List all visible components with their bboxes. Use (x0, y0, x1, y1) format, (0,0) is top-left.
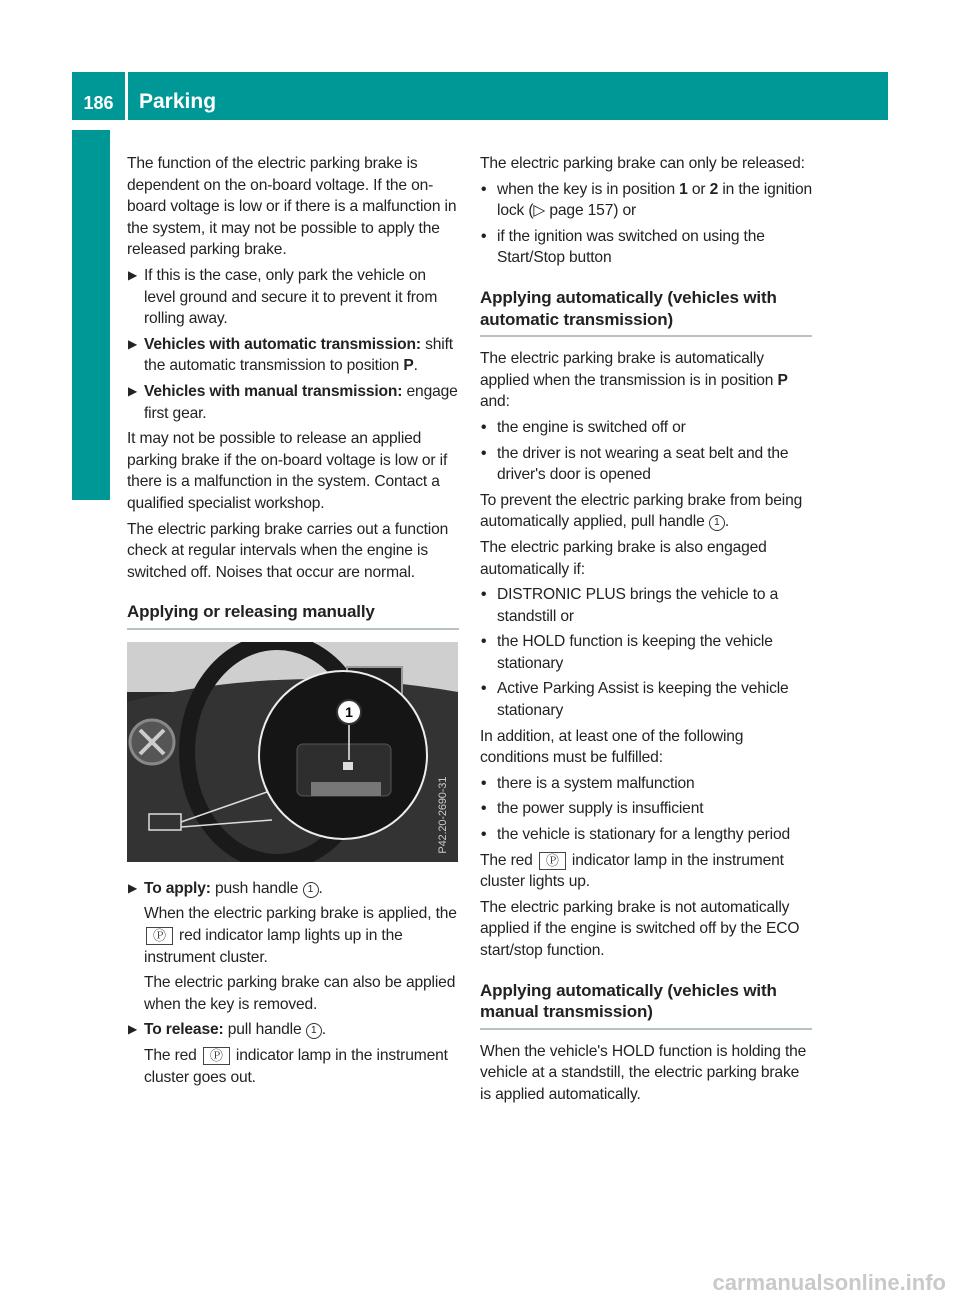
step-arrow-icon: ▶ (128, 336, 138, 351)
section-heading (480, 287, 812, 337)
text: the HOLD function is keeping the vehicle stationary (497, 633, 773, 672)
paragraph (480, 490, 812, 533)
bullet-icon: • (481, 586, 487, 604)
instruction-step (127, 381, 459, 424)
text: indicator lamp in the instrument cluster goes out. (144, 1047, 448, 1086)
paragraph (480, 537, 812, 580)
bold-text: P (403, 357, 414, 375)
figure-code: P42.20-2690-31 (437, 777, 450, 854)
bold-text: P (777, 371, 788, 389)
text: In addition, at least one of the following conditions must be fulfilled: (480, 727, 744, 767)
text: The function of the electric parking brake is dependent on the on-board voltage. If the on-board voltage is low or if there is a malfunction in the system, it may not be possible to apply the released parking brake. (127, 155, 457, 259)
paragraph (127, 153, 459, 261)
text: the driver is not wearing a seat belt and the driver's door is opened (497, 444, 789, 484)
text: The electric parking brake is also engaged automatically if: (480, 538, 767, 578)
bullet-icon: • (481, 444, 487, 462)
step-arrow-icon: ▶ (128, 383, 138, 398)
paragraph (480, 153, 812, 175)
paragraph (480, 850, 812, 893)
text: The electric parking brake is automatically applied when the transmission is in position (480, 350, 778, 389)
text: pull handle (223, 1021, 306, 1039)
figure-callout: 1 (345, 703, 353, 720)
text: DISTRONIC PLUS brings the vehicle to a standstill or (497, 586, 779, 625)
instruction-step (127, 1019, 459, 1041)
bullet-icon: • (481, 227, 487, 245)
text: When the electric parking brake is applied, the (144, 905, 457, 923)
bullet-icon: • (481, 418, 487, 436)
text: The electric parking brake is not automatically applied if the engine is switched off by the ECO start/stop function. (480, 898, 800, 959)
text: in the ignition lock (▷ page 157) or (497, 180, 812, 220)
bold-text: 1 (679, 180, 688, 198)
instruction-step (127, 334, 459, 377)
parking-brake-lamp-icon: Ⓟ (146, 927, 173, 945)
step-note (127, 1045, 459, 1088)
text: . (318, 879, 323, 897)
paragraph (127, 519, 459, 584)
paragraph (480, 726, 812, 769)
bullet-item (480, 226, 812, 269)
bullet-item (480, 773, 812, 795)
bullet-icon: • (481, 633, 487, 651)
text: push handle (210, 879, 303, 897)
text: The electric parking brake can only be released: (480, 155, 805, 172)
text: Applying or releasing manually (127, 602, 375, 622)
dashboard-illustration (127, 642, 458, 862)
page-number: 186 (72, 72, 128, 120)
text: Applying automatically (vehicles with manual transmission) (480, 980, 777, 1022)
text: or (687, 180, 710, 198)
bold-text: To apply: (144, 879, 211, 897)
bullet-item (480, 631, 812, 674)
bold-text: To release: (144, 1021, 224, 1039)
text: and: (480, 393, 510, 411)
text: . (321, 1021, 326, 1039)
text: the vehicle is stationary for a lengthy period (497, 826, 791, 844)
callout-1-icon: 1 (306, 1023, 322, 1039)
step-arrow-icon: ▶ (128, 267, 138, 282)
text: The electric parking brake can also be applied when the key is removed. (144, 974, 456, 1013)
paragraph (480, 348, 812, 413)
step-note (127, 903, 459, 968)
bullet-icon: • (481, 774, 487, 792)
paragraph (480, 897, 812, 962)
bullet-icon: • (481, 826, 487, 844)
section-title: Parking (139, 90, 217, 113)
text: engage first gear. (144, 382, 458, 422)
text: The red (144, 1047, 201, 1065)
text: if the ignition was switched on using the Start/Stop button (497, 227, 765, 267)
text: The red (480, 851, 537, 869)
text: when the key is in position (497, 180, 680, 198)
bold-text: 2 (709, 180, 719, 198)
text: To prevent the electric parking brake from being automatically applied, pull handle (480, 491, 803, 531)
text: If this is the case, only park the vehicle on level ground and secure it to prevent it from rolling away. (144, 266, 438, 328)
bullet-item (480, 417, 812, 439)
text: red indicator lamp lights up in the instrument cluster. (144, 927, 403, 966)
watermark: carmanualsonline.info (712, 1270, 946, 1295)
bullet-item (480, 584, 812, 627)
bullet-item (480, 443, 812, 486)
bullet-icon: • (481, 800, 487, 818)
text: the engine is switched off or (497, 418, 686, 436)
bullet-item (480, 824, 812, 846)
chapter-label: Driving and parking (84, 277, 107, 475)
text: . (413, 357, 418, 375)
text: shift the automatic transmission to position (144, 335, 453, 375)
callout-1-icon: 1 (303, 882, 319, 898)
bullet-icon: • (481, 680, 487, 698)
step-arrow-icon: ▶ (128, 1022, 138, 1037)
instruction-step (127, 265, 459, 330)
section-heading (127, 601, 459, 630)
bullet-item (480, 678, 812, 721)
text: When the vehicle's HOLD function is holding the vehicle at a standstill, the electric parking brake is applied automatically. (480, 1042, 807, 1103)
bullet-item (480, 798, 812, 820)
paragraph (480, 1041, 812, 1106)
left-column (127, 153, 459, 1092)
section-heading (480, 980, 812, 1030)
step-note (127, 972, 459, 1015)
bold-text: Vehicles with automatic transmission: (144, 335, 421, 353)
text: there is a system malfunction (497, 774, 695, 792)
page-header (72, 72, 888, 120)
callout-1-icon: 1 (709, 515, 725, 531)
parking-brake-lamp-icon: Ⓟ (203, 1047, 230, 1065)
bullet-icon: • (481, 180, 487, 198)
text: Active Parking Assist is keeping the vehicle stationary (497, 680, 789, 720)
bullet-item (480, 179, 812, 222)
text: the power supply is insufficient (497, 800, 704, 818)
parking-brake-figure (127, 642, 458, 862)
step-arrow-icon: ▶ (128, 880, 138, 895)
text: indicator lamp in the instrument cluster lights up. (480, 851, 784, 891)
text: It may not be possible to release an applied parking brake if the on-board voltage is low or if there is a malfunction in the system. Contact a qualified specialist workshop. (127, 430, 448, 512)
text: Applying automatically (vehicles with automatic transmission) (480, 287, 777, 329)
text: The electric parking brake carries out a function check at regular intervals when the engine is switched off. Noises that occur are normal. (127, 520, 449, 581)
bold-text: Vehicles with manual transmission: (144, 382, 403, 400)
paragraph (127, 428, 459, 514)
right-column (480, 153, 812, 1110)
parking-brake-lamp-icon: Ⓟ (539, 852, 566, 870)
instruction-step (127, 878, 459, 900)
text: . (724, 513, 729, 531)
